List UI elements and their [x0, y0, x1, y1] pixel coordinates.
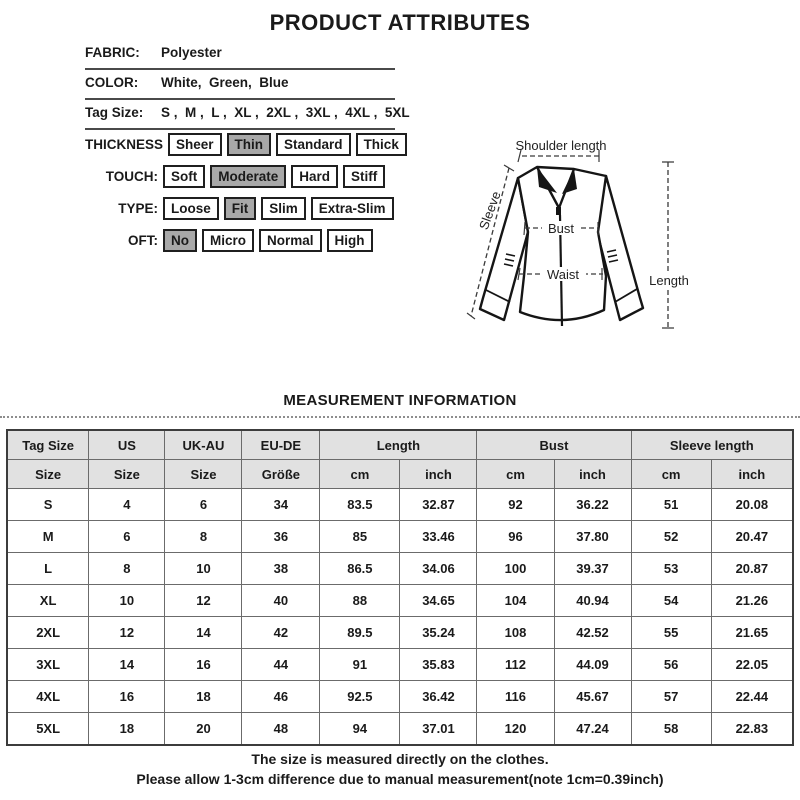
size-cell: 10	[165, 553, 242, 585]
table-row-s	[7, 489, 793, 521]
option-group-label: TYPE:	[118, 200, 158, 216]
size-cell: 10	[89, 585, 165, 617]
column-subheader-1: Size	[89, 460, 165, 489]
size-cell: 22.05	[711, 649, 793, 681]
shoulder-length-label: Shoulder length	[515, 138, 607, 153]
option-button-extra-slim[interactable]: Extra-Slim	[311, 197, 394, 220]
size-cell: 35.83	[400, 649, 477, 681]
size-cell: 20.87	[711, 553, 793, 585]
size-cell: 35.24	[400, 617, 477, 649]
size-cell: 20	[165, 713, 242, 746]
attribute-options-section	[85, 132, 400, 260]
size-cell: 45.67	[554, 681, 631, 713]
size-cell: 53	[631, 553, 711, 585]
table-row-4xl	[7, 681, 793, 713]
size-cell: 52	[631, 521, 711, 553]
size-cell: 6	[165, 489, 242, 521]
bust-label: Bust	[547, 221, 575, 236]
option-row-type	[85, 196, 400, 220]
table-row-3xl	[7, 649, 793, 681]
size-cell: 120	[477, 713, 554, 746]
size-cell: 33.46	[400, 521, 477, 553]
size-cell: 12	[165, 585, 242, 617]
size-cell: 104	[477, 585, 554, 617]
size-cell: 21.65	[711, 617, 793, 649]
column-subheader-5: inch	[400, 460, 477, 489]
size-row-label: XL	[7, 585, 89, 617]
size-row-label: 4XL	[7, 681, 89, 713]
size-cell: 36.42	[400, 681, 477, 713]
size-cell: 20.08	[711, 489, 793, 521]
table-row-5xl	[7, 713, 793, 746]
size-row-label: S	[7, 489, 89, 521]
size-cell: 42	[242, 617, 320, 649]
size-cell: 37.01	[400, 713, 477, 746]
size-cell: 34.06	[400, 553, 477, 585]
option-button-hard[interactable]: Hard	[291, 165, 338, 188]
measurement-title: MEASUREMENT INFORMATION	[283, 392, 517, 409]
table-header-row	[7, 430, 793, 460]
size-cell: 8	[89, 553, 165, 585]
column-subheader-2: Size	[165, 460, 242, 489]
option-button-micro[interactable]: Micro	[202, 229, 254, 252]
size-cell: 14	[89, 649, 165, 681]
size-cell: 4	[89, 489, 165, 521]
size-cell: 14	[165, 617, 242, 649]
size-table	[6, 429, 794, 746]
size-cell: 44.09	[554, 649, 631, 681]
option-button-high[interactable]: High	[327, 229, 373, 252]
size-cell: 86.5	[320, 553, 400, 585]
size-cell: 20.47	[711, 521, 793, 553]
size-cell: 21.26	[711, 585, 793, 617]
table-subheader-row	[7, 460, 793, 489]
option-button-thick[interactable]: Thick	[356, 133, 407, 156]
length-label: Length	[649, 273, 689, 288]
attribute-row-tag-size	[85, 100, 410, 130]
attribute-label: Tag Size:	[85, 105, 144, 120]
table-row-l	[7, 553, 793, 585]
size-cell: 48	[242, 713, 320, 746]
size-cell: 55	[631, 617, 711, 649]
option-button-stiff[interactable]: Stiff	[343, 165, 385, 188]
table-row-m	[7, 521, 793, 553]
column-header-eu-de: EU-DE	[242, 430, 320, 460]
shirt-sketch-icon	[440, 128, 800, 360]
size-cell: 92.5	[320, 681, 400, 713]
size-cell: 89.5	[320, 617, 400, 649]
option-row-oft	[85, 228, 400, 252]
attribute-label: COLOR:	[85, 75, 139, 90]
waist-label: Waist	[546, 267, 580, 282]
size-row-label: M	[7, 521, 89, 553]
size-cell: 44	[242, 649, 320, 681]
size-row-label: 2XL	[7, 617, 89, 649]
size-cell: 32.87	[400, 489, 477, 521]
size-cell: 96	[477, 521, 554, 553]
table-row-xl	[7, 585, 793, 617]
size-cell: 34.65	[400, 585, 477, 617]
size-cell: 34	[242, 489, 320, 521]
attribute-value: Polyester	[161, 45, 222, 60]
size-cell: 42.52	[554, 617, 631, 649]
dotted-divider	[0, 416, 800, 418]
sleeve-label: Sleeve	[475, 189, 504, 232]
option-group-label-wrap	[85, 233, 158, 248]
garment-measurement-diagram	[440, 128, 800, 360]
option-group-label-wrap	[85, 137, 163, 152]
option-button-standard[interactable]: Standard	[276, 133, 351, 156]
option-buttons	[163, 229, 373, 252]
attribute-value: S , M , L , XL , 2XL , 3XL , 4XL , 5XL	[161, 105, 410, 120]
size-cell: 85	[320, 521, 400, 553]
option-group-label-wrap	[85, 201, 158, 216]
option-row-thickness	[85, 132, 400, 156]
size-row-label: 3XL	[7, 649, 89, 681]
option-buttons	[163, 197, 394, 220]
size-cell: 38	[242, 553, 320, 585]
size-cell: 57	[631, 681, 711, 713]
option-button-loose[interactable]: Loose	[163, 197, 219, 220]
footer-note-1: The size is measured directly on the clothes.	[251, 751, 549, 767]
column-header-us: US	[89, 430, 165, 460]
size-cell: 8	[165, 521, 242, 553]
size-cell: 91	[320, 649, 400, 681]
option-button-thin[interactable]: Thin	[227, 133, 272, 156]
footer-note-2: Please allow 1-3cm difference due to manual measurement(note 1cm=0.39inch)	[136, 771, 664, 787]
option-button-slim[interactable]: Slim	[261, 197, 306, 220]
size-cell: 116	[477, 681, 554, 713]
size-cell: 46	[242, 681, 320, 713]
column-subheader-4: cm	[320, 460, 400, 489]
attribute-label: FABRIC:	[85, 45, 140, 60]
option-group-label: TOUCH:	[105, 168, 158, 184]
column-subheader-3: Größe	[242, 460, 320, 489]
size-cell: 83.5	[320, 489, 400, 521]
option-buttons	[163, 165, 385, 188]
option-button-fit[interactable]: Fit	[224, 197, 257, 220]
size-cell: 39.37	[554, 553, 631, 585]
size-cell: 51	[631, 489, 711, 521]
attribute-value: White, Green, Blue	[161, 75, 289, 90]
option-button-no[interactable]: No	[163, 229, 197, 252]
column-subheader-6: cm	[477, 460, 554, 489]
size-cell: 88	[320, 585, 400, 617]
size-row-label: L	[7, 553, 89, 585]
size-cell: 22.83	[711, 713, 793, 746]
column-subheader-9: inch	[711, 460, 793, 489]
size-cell: 40.94	[554, 585, 631, 617]
size-cell: 92	[477, 489, 554, 521]
column-header-bust: Bust	[477, 430, 631, 460]
size-row-label: 5XL	[7, 713, 89, 746]
size-cell: 16	[89, 681, 165, 713]
option-button-moderate[interactable]: Moderate	[210, 165, 286, 188]
size-cell: 56	[631, 649, 711, 681]
size-cell: 47.24	[554, 713, 631, 746]
option-button-sheer[interactable]: Sheer	[168, 133, 222, 156]
column-subheader-0: Size	[7, 460, 89, 489]
size-cell: 37.80	[554, 521, 631, 553]
option-group-label-wrap	[85, 169, 158, 184]
option-buttons	[168, 133, 407, 156]
size-cell: 12	[89, 617, 165, 649]
column-header-tag-size: Tag Size	[7, 430, 89, 460]
size-cell: 108	[477, 617, 554, 649]
size-cell: 100	[477, 553, 554, 585]
attributes-section	[85, 40, 410, 130]
option-button-normal[interactable]: Normal	[259, 229, 322, 252]
size-cell: 58	[631, 713, 711, 746]
column-header-length: Length	[320, 430, 477, 460]
attribute-row-fabric	[85, 40, 395, 70]
table-row-2xl	[7, 617, 793, 649]
size-cell: 40	[242, 585, 320, 617]
column-subheader-7: inch	[554, 460, 631, 489]
size-cell: 16	[165, 649, 242, 681]
column-subheader-8: cm	[631, 460, 711, 489]
option-group-label: OFT:	[128, 232, 158, 248]
size-cell: 36.22	[554, 489, 631, 521]
size-cell: 54	[631, 585, 711, 617]
size-cell: 22.44	[711, 681, 793, 713]
page-title: PRODUCT ATTRIBUTES	[269, 10, 531, 35]
option-group-label: THICKNESS	[85, 136, 164, 152]
column-header-sleeve-length: Sleeve length	[631, 430, 793, 460]
size-cell: 94	[320, 713, 400, 746]
option-button-soft[interactable]: Soft	[163, 165, 205, 188]
size-cell: 18	[89, 713, 165, 746]
size-cell: 6	[89, 521, 165, 553]
size-cell: 112	[477, 649, 554, 681]
column-header-uk-au: UK-AU	[165, 430, 242, 460]
attribute-row-color	[85, 70, 395, 100]
size-cell: 36	[242, 521, 320, 553]
size-cell: 18	[165, 681, 242, 713]
option-row-touch	[85, 164, 400, 188]
footer-notes	[0, 749, 800, 789]
